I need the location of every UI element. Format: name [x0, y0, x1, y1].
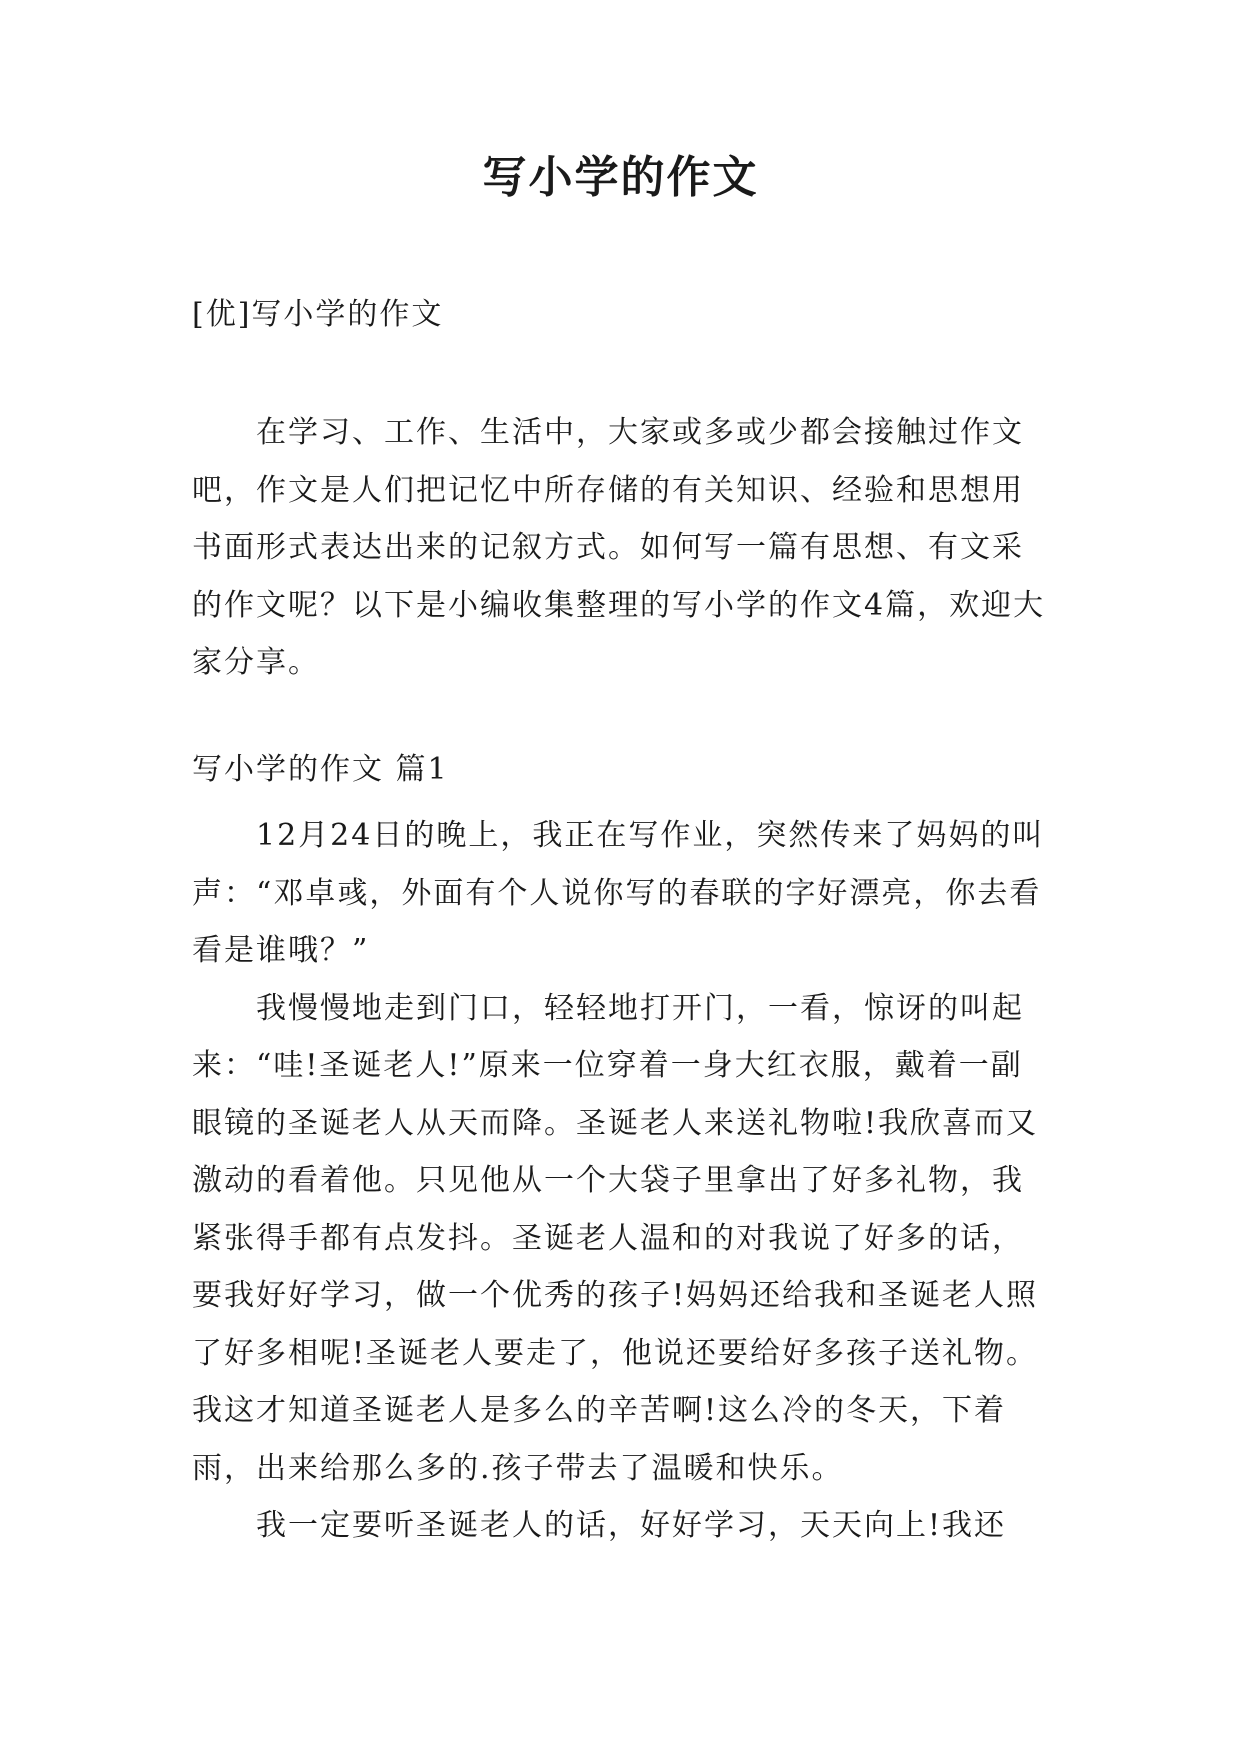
- section-body: [192, 807, 1052, 1555]
- intro-text: 在学习、工作、生活中，大家或多或少都会接触过作文吧，作文是人们把记忆中所存储的有关知识、经验和思想用书面形式表达出来的记叙方式。如何写一篇有思想、有文采的作文呢？以下是小编收集整理的写小学的作文4篇，欢迎大家分享。: [192, 415, 1046, 680]
- intro-paragraph: [192, 404, 1052, 692]
- document-title: 写小学的作文: [482, 152, 759, 203]
- body-paragraph-3: 我一定要听圣诞老人的话，好好学习，天天向上!我还: [256, 1508, 1007, 1543]
- section-heading: 写小学的作文 篇1: [192, 752, 449, 787]
- body-paragraph-2: 我慢慢地走到门口，轻轻地打开门，一看，惊讶的叫起来：“哇!圣诞老人!”原来一位穿着一身大红衣服，戴着一副眼镜的圣诞老人从天而降。圣诞老人来送礼物啦!我欣喜而又激动的看着他。只见他从一个大袋子里拿出了好多礼物，我紧张得手都有点发抖。圣诞老人温和的对我说了好多的话，要我好好学习，做一个优秀的孩子!妈妈还给我和圣诞老人照了好多相呢!圣诞老人要走了，他说还要给好多孩子送礼物。我这才知道圣诞老人是多么的辛苦啊!这么冷的冬天，下着雨，出来给那么多的.孩子带去了温暖和快乐。: [192, 990, 1039, 1486]
- body-paragraph-1: 12月24日的晚上，我正在写作业，突然传来了妈妈的叫声：“邓卓彧，外面有个人说你写的春联的字好漂亮，你去看看是谁哦？”: [192, 818, 1045, 968]
- document-subtitle: [优]写小学的作文: [192, 297, 444, 332]
